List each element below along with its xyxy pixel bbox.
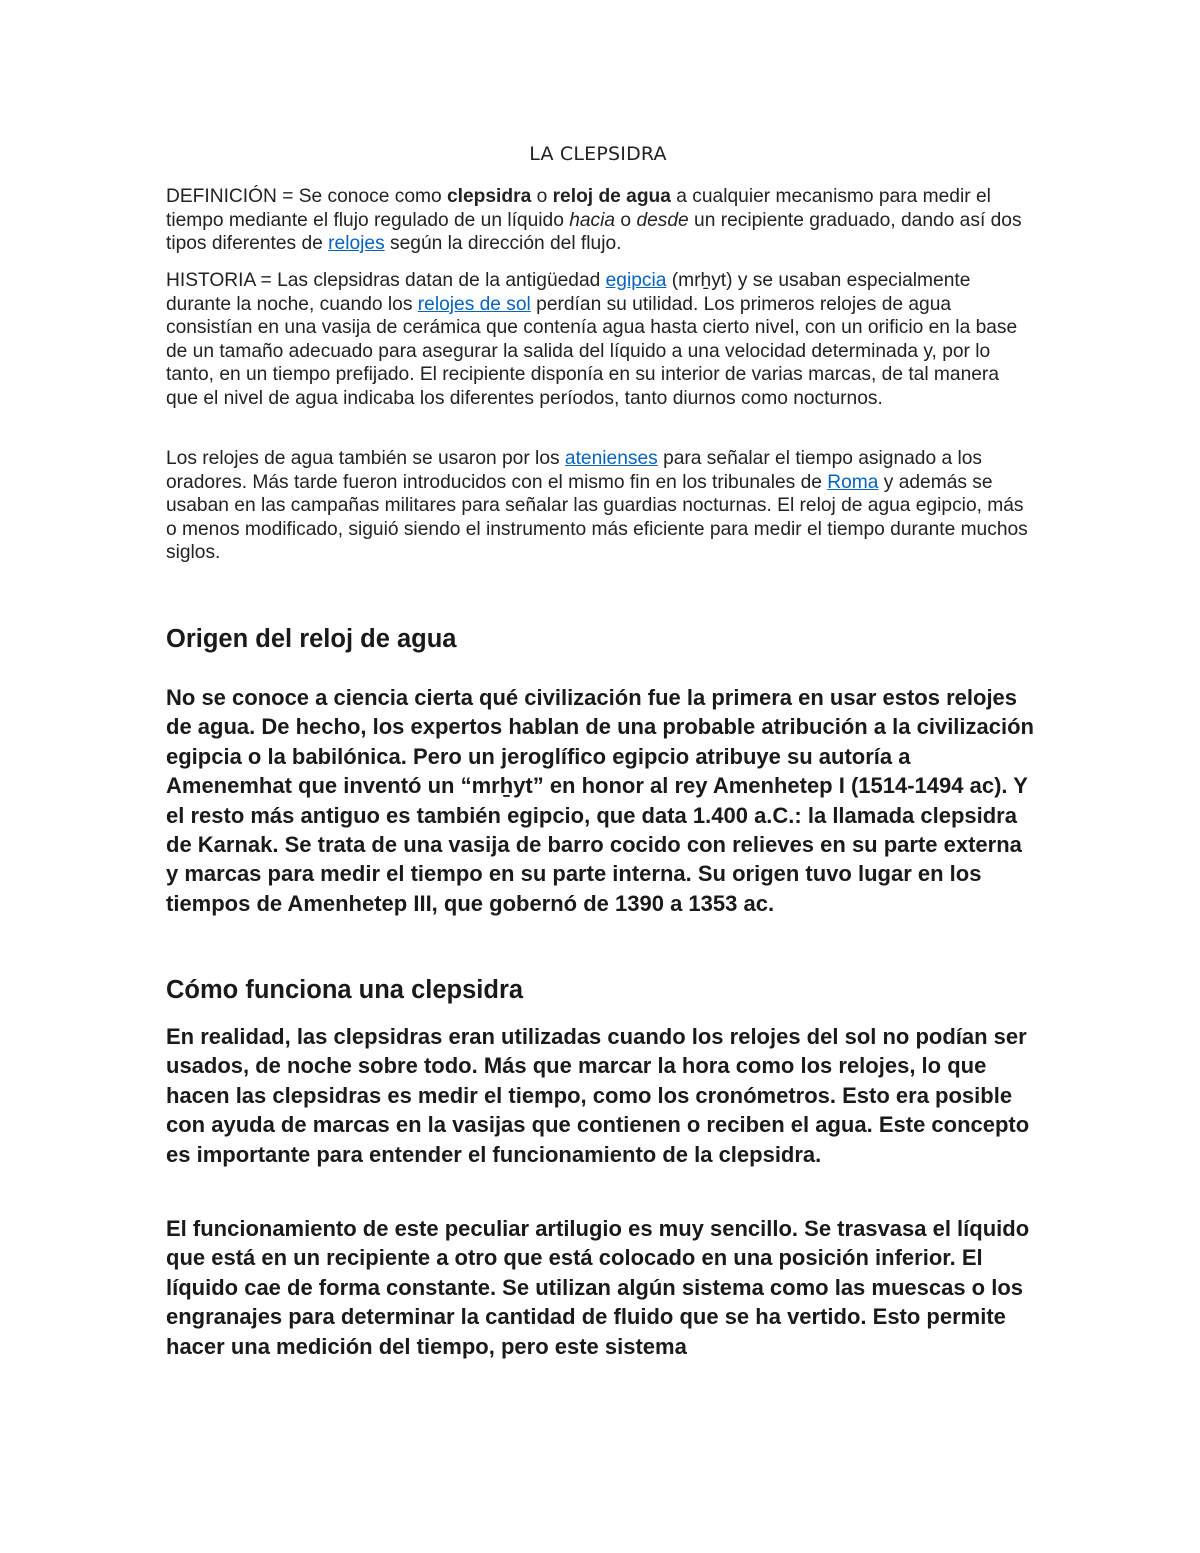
relojes-de-sol-link[interactable]: relojes de sol bbox=[417, 293, 531, 315]
document-title: LA CLEPSIDRA bbox=[529, 143, 667, 165]
relojes-text: Los relojes de agua también se usaron por los bbox=[166, 448, 565, 469]
definicion-text: a cualquier mecanismo para medir el tiempo mediante el flujo regulado de un líquido bbox=[166, 186, 991, 231]
relojes-text: y además se usaban en las campañas militares para señalar las guardias nocturnas. El reloj de agua egipcio, más o menos modificado, siguió siendo el instrumento más eficiente para medir el tiempo durante muchos siglos. bbox=[166, 471, 1028, 563]
funciona-paragraph-1: En realidad, las clepsidras eran utilizadas cuando los relojes del sol no podían ser usados, de noche sobre todo. Más que marcar la hora como los relojes, lo que hacen las clepsidras es medir el tiempo, como los cronómetros. Esto era posible con ayuda de marcas en la vasijas que contienen o reciben el agua. Este concepto es importante para entender el funcionamiento de la clepsidra. bbox=[166, 1024, 1030, 1167]
clepsidra-bold: clepsidra bbox=[446, 186, 532, 207]
funciona-paragraph-2: El funcionamiento de este peculiar artilugio es muy sencillo. Se trasvasa el líquido que está en un recipiente a otro que está colocado en una posición inferior. El líquido cae de forma constante. Se utilizan algún sistema como las muescas o los engranajes para determinar la cantidad de fluido que se ha vertido. Esto permite hacer una medición del tiempo, pero este sistema bbox=[166, 1216, 1030, 1359]
historia-text: (mrẖyt) y se usaban especialmente durante la noche, cuando los bbox=[166, 270, 971, 315]
definicion-text: DEFINICIÓN = Se conoce como bbox=[166, 186, 447, 207]
hacia-italic: hacia bbox=[569, 209, 616, 231]
egipcia-link[interactable]: egipcia bbox=[605, 270, 667, 291]
relojes-text: para señalar el tiempo asignado a los oradores. Más tarde fueron introducidos con el mismo fin en los tribunales de bbox=[166, 448, 982, 493]
origen-paragraph: No se conoce a ciencia cierta qué civilización fue la primera en usar estos relojes de agua. De hecho, los expertos hablan de una probable atribución a la civilización egipcia o la babilónica. Pero un jeroglífico egipcio atribuye su autoría a Amenemhat que inventó un “mrẖyt” en honor al rey Amenhetep I (1514-1494 ac). Y el resto más antiguo es también egipcio, que data 1.400 a.C.: la llamada clepsidra de Karnak. Se trata de una vasija de barro cocido con relieves en su parte externa y marcas para medir el tiempo en su parte interna. Su origen tuvo lugar en los tiempos de Amenhetep III, que gobernó de 1390 a 1353 ac. bbox=[166, 685, 1034, 916]
definicion-text: según la dirección del flujo. bbox=[384, 233, 622, 254]
roma-link[interactable]: Roma bbox=[827, 471, 879, 493]
definicion-text: o bbox=[531, 186, 553, 207]
desde-italic: desde bbox=[636, 209, 689, 231]
definicion-paragraph bbox=[166, 185, 1036, 256]
historia-paragraph bbox=[166, 269, 1036, 410]
reloj-de-agua-bold: reloj de agua bbox=[552, 186, 671, 207]
atenienses-link[interactable]: atenienses bbox=[564, 448, 658, 469]
relojes-paragraph bbox=[166, 447, 1036, 565]
historia-text: perdían su utilidad. Los primeros relojes de agua consistían en una vasija de cerámica que contenía agua hasta cierto nivel, con un orificio en la base de un tamaño adecuado para asegurar la salida del líquido a una velocidad determinada y, por lo tanto, en un tiempo prefijado. El recipiente disponía en su interior de varias marcas, de tal manera que el nivel de agua indicaba los diferentes períodos, tanto diurnos como nocturnos. bbox=[166, 293, 1018, 409]
heading-origen: Origen del reloj de agua bbox=[166, 625, 457, 653]
relojes-link[interactable]: relojes bbox=[328, 233, 385, 254]
heading-como-funciona: Cómo funciona una clepsidra bbox=[166, 976, 524, 1004]
definicion-text: un recipiente graduado, dando así dos tipos diferentes de bbox=[166, 209, 1022, 254]
definicion-text: o bbox=[615, 209, 637, 231]
historia-text: HISTORIA = Las clepsidras datan de la antigüedad bbox=[166, 270, 606, 291]
